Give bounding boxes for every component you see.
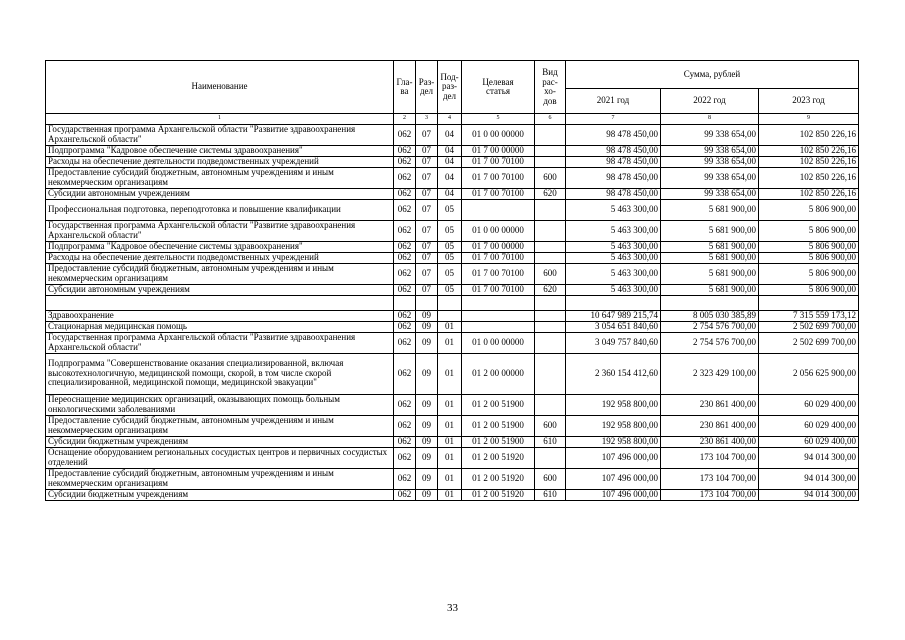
cell-podrazdel: 01 (438, 321, 462, 332)
cell-sum-2022: 99 338 654,00 (661, 188, 759, 199)
cell-name (46, 295, 394, 310)
cell-name: Субсидии автономным учреждениям (46, 284, 394, 295)
cell-glava: 062 (394, 489, 416, 500)
header-year-2022: 2022 год (661, 89, 759, 114)
cell-sum-2021: 3 049 757 840,60 (566, 332, 661, 353)
cell-target-article: 01 2 00 51900 (462, 394, 535, 415)
cell-glava (394, 295, 416, 310)
table-row (46, 332, 859, 353)
cell-expense-type (535, 156, 566, 167)
cell-expense-type (535, 394, 566, 415)
cell-podrazdel: 05 (438, 284, 462, 295)
cell-name: Здравоохранение (46, 310, 394, 321)
cell-sum-2022 (661, 295, 759, 310)
cell-razdel (416, 295, 438, 310)
cell-sum-2023: 2 056 625 900,00 (759, 353, 859, 394)
cell-glava: 062 (394, 188, 416, 199)
table-row (46, 199, 859, 220)
cell-expense-type (535, 124, 566, 145)
header-sum: Сумма, рублей (566, 61, 859, 89)
cell-sum-2022: 230 861 400,00 (661, 394, 759, 415)
cell-target-article: 01 7 00 70100 (462, 188, 535, 199)
cell-target-article: 01 2 00 51900 (462, 415, 535, 436)
cell-sum-2023: 5 806 900,00 (759, 252, 859, 263)
cell-target-article: 01 7 00 00000 (462, 241, 535, 252)
cell-podrazdel: 05 (438, 220, 462, 241)
cell-podrazdel (438, 295, 462, 310)
header-name: Наименование (46, 61, 394, 114)
cell-expense-type (535, 252, 566, 263)
table-row (46, 156, 859, 167)
cell-podrazdel: 04 (438, 145, 462, 156)
cell-razdel: 09 (416, 332, 438, 353)
cell-target-article: 01 7 00 70100 (462, 263, 535, 284)
cell-name: Расходы на обеспечение деятельности подведомственных учреждений (46, 252, 394, 263)
column-number: 8 (661, 114, 759, 125)
cell-sum-2021: 5 463 300,00 (566, 263, 661, 284)
cell-sum-2023: 94 014 300,00 (759, 447, 859, 468)
cell-sum-2022: 173 104 700,00 (661, 468, 759, 489)
cell-name: Субсидии автономным учреждениям (46, 188, 394, 199)
cell-podrazdel: 04 (438, 124, 462, 145)
table-row (46, 252, 859, 263)
cell-expense-type (535, 332, 566, 353)
cell-glava: 062 (394, 220, 416, 241)
cell-sum-2021: 10 647 989 215,74 (566, 310, 661, 321)
cell-razdel: 09 (416, 489, 438, 500)
cell-glava: 062 (394, 353, 416, 394)
cell-sum-2023: 60 029 400,00 (759, 394, 859, 415)
cell-glava: 062 (394, 447, 416, 468)
header-podrazdel: Под- раз- дел (438, 61, 462, 114)
cell-name: Государственная программа Архангельской области "Развитие здравоохранения Архангельской области" (46, 332, 394, 353)
cell-sum-2023 (759, 295, 859, 310)
cell-sum-2022: 5 681 900,00 (661, 284, 759, 295)
cell-target-article: 01 2 00 51920 (462, 468, 535, 489)
cell-target-article (462, 199, 535, 220)
cell-glava: 062 (394, 156, 416, 167)
cell-sum-2023: 102 850 226,16 (759, 156, 859, 167)
column-number: 5 (462, 114, 535, 125)
cell-target-article (462, 310, 535, 321)
cell-name: Переоснащение медицинских организаций, оказывающих помощь больным онкологическими заболеваниями (46, 394, 394, 415)
cell-name: Подпрограмма "Кадровое обеспечение системы здравоохранения" (46, 145, 394, 156)
cell-sum-2021: 3 054 651 840,60 (566, 321, 661, 332)
header-year-2021: 2021 год (566, 89, 661, 114)
cell-sum-2023: 7 315 559 173,12 (759, 310, 859, 321)
cell-sum-2021: 5 463 300,00 (566, 220, 661, 241)
cell-sum-2021 (566, 295, 661, 310)
cell-glava: 062 (394, 394, 416, 415)
cell-sum-2023: 5 806 900,00 (759, 241, 859, 252)
cell-sum-2023: 60 029 400,00 (759, 415, 859, 436)
cell-sum-2022: 2 754 576 700,00 (661, 321, 759, 332)
cell-sum-2023: 102 850 226,16 (759, 124, 859, 145)
cell-podrazdel: 05 (438, 241, 462, 252)
cell-glava: 062 (394, 415, 416, 436)
table-row (46, 124, 859, 145)
cell-razdel: 07 (416, 220, 438, 241)
cell-podrazdel: 01 (438, 415, 462, 436)
cell-sum-2023: 94 014 300,00 (759, 468, 859, 489)
cell-target-article: 01 2 00 51900 (462, 436, 535, 447)
cell-sum-2021: 192 958 800,00 (566, 415, 661, 436)
cell-podrazdel: 05 (438, 263, 462, 284)
cell-sum-2023: 2 502 699 700,00 (759, 332, 859, 353)
cell-podrazdel: 05 (438, 252, 462, 263)
cell-target-article: 01 7 00 70100 (462, 156, 535, 167)
column-number: 6 (535, 114, 566, 125)
cell-name: Государственная программа Архангельской области "Развитие здравоохранения Архангельской области" (46, 124, 394, 145)
cell-name: Предоставление субсидий бюджетным, автономным учреждениям и иным некоммерческим организациям (46, 263, 394, 284)
cell-sum-2021: 5 463 300,00 (566, 284, 661, 295)
cell-expense-type (535, 310, 566, 321)
cell-sum-2022: 230 861 400,00 (661, 436, 759, 447)
cell-target-article (462, 321, 535, 332)
cell-sum-2022: 5 681 900,00 (661, 252, 759, 263)
cell-sum-2022: 99 338 654,00 (661, 156, 759, 167)
cell-razdel: 07 (416, 252, 438, 263)
cell-sum-2023: 5 806 900,00 (759, 284, 859, 295)
cell-expense-type: 610 (535, 489, 566, 500)
cell-target-article: 01 7 00 70100 (462, 284, 535, 295)
cell-razdel: 07 (416, 167, 438, 188)
cell-glava: 062 (394, 310, 416, 321)
column-number: 1 (46, 114, 394, 125)
cell-sum-2023: 102 850 226,16 (759, 188, 859, 199)
cell-podrazdel: 01 (438, 447, 462, 468)
cell-target-article: 01 0 00 00000 (462, 124, 535, 145)
cell-target-article: 01 7 00 70100 (462, 252, 535, 263)
column-number: 9 (759, 114, 859, 125)
cell-podrazdel: 04 (438, 156, 462, 167)
column-number: 3 (416, 114, 438, 125)
table-row (46, 220, 859, 241)
cell-glava: 062 (394, 436, 416, 447)
cell-expense-type (535, 353, 566, 394)
table-row (46, 321, 859, 332)
cell-sum-2022: 99 338 654,00 (661, 145, 759, 156)
cell-podrazdel: 01 (438, 353, 462, 394)
table-row (46, 241, 859, 252)
cell-expense-type (535, 220, 566, 241)
cell-sum-2023: 102 850 226,16 (759, 145, 859, 156)
cell-glava: 062 (394, 284, 416, 295)
cell-name: Оснащение оборудованием региональных сосудистых центров и первичных сосудистых отделений (46, 447, 394, 468)
cell-razdel: 09 (416, 321, 438, 332)
cell-sum-2023: 2 502 699 700,00 (759, 321, 859, 332)
cell-sum-2022: 8 005 030 385,89 (661, 310, 759, 321)
cell-name: Предоставление субсидий бюджетным, автономным учреждениям и иным некоммерческим организациям (46, 468, 394, 489)
cell-expense-type (535, 199, 566, 220)
cell-glava: 062 (394, 263, 416, 284)
cell-target-article: 01 2 00 51920 (462, 447, 535, 468)
header-razdel: Раз- дел (416, 61, 438, 114)
cell-expense-type: 620 (535, 188, 566, 199)
cell-sum-2021: 5 463 300,00 (566, 241, 661, 252)
cell-razdel: 09 (416, 353, 438, 394)
cell-sum-2021: 98 478 450,00 (566, 124, 661, 145)
cell-glava: 062 (394, 124, 416, 145)
cell-podrazdel: 01 (438, 394, 462, 415)
cell-sum-2022: 99 338 654,00 (661, 124, 759, 145)
cell-razdel: 07 (416, 124, 438, 145)
cell-sum-2021: 5 463 300,00 (566, 199, 661, 220)
table-row (46, 188, 859, 199)
cell-expense-type: 600 (535, 167, 566, 188)
column-number: 4 (438, 114, 462, 125)
cell-razdel: 09 (416, 436, 438, 447)
cell-razdel: 09 (416, 415, 438, 436)
cell-sum-2023: 94 014 300,00 (759, 489, 859, 500)
table-row (46, 263, 859, 284)
cell-sum-2021: 107 496 000,00 (566, 489, 661, 500)
cell-target-article: 01 7 00 70100 (462, 167, 535, 188)
cell-sum-2022: 173 104 700,00 (661, 489, 759, 500)
cell-sum-2021: 5 463 300,00 (566, 252, 661, 263)
cell-name: Профессиональная подготовка, переподготовка и повышение квалификации (46, 199, 394, 220)
cell-sum-2022: 230 861 400,00 (661, 415, 759, 436)
cell-sum-2023: 5 806 900,00 (759, 199, 859, 220)
column-number: 2 (394, 114, 416, 125)
cell-razdel: 07 (416, 188, 438, 199)
cell-target-article: 01 0 00 00000 (462, 332, 535, 353)
cell-razdel: 07 (416, 156, 438, 167)
cell-sum-2021: 192 958 800,00 (566, 394, 661, 415)
cell-glava: 062 (394, 241, 416, 252)
cell-sum-2021: 107 496 000,00 (566, 447, 661, 468)
cell-sum-2022: 2 754 576 700,00 (661, 332, 759, 353)
table-row (46, 394, 859, 415)
cell-expense-type: 600 (535, 415, 566, 436)
cell-sum-2023: 102 850 226,16 (759, 167, 859, 188)
cell-sum-2023: 5 806 900,00 (759, 220, 859, 241)
cell-name: Предоставление субсидий бюджетным, автономным учреждениям и иным некоммерческим организациям (46, 415, 394, 436)
cell-glava: 062 (394, 468, 416, 489)
cell-expense-type (535, 295, 566, 310)
column-number-row (46, 114, 859, 125)
table-row (46, 436, 859, 447)
table-row (46, 468, 859, 489)
cell-name: Подпрограмма "Кадровое обеспечение системы здравоохранения" (46, 241, 394, 252)
cell-name: Государственная программа Архангельской области "Развитие здравоохранения Архангельской области" (46, 220, 394, 241)
cell-razdel: 07 (416, 145, 438, 156)
table-row (46, 167, 859, 188)
cell-glava: 062 (394, 167, 416, 188)
header-expense-type: Вид рас- хо- дов (535, 61, 566, 114)
cell-name: Расходы на обеспечение деятельности подведомственных учреждений (46, 156, 394, 167)
cell-sum-2022: 5 681 900,00 (661, 263, 759, 284)
cell-podrazdel (438, 310, 462, 321)
cell-sum-2021: 98 478 450,00 (566, 145, 661, 156)
cell-podrazdel: 01 (438, 489, 462, 500)
cell-sum-2021: 192 958 800,00 (566, 436, 661, 447)
cell-target-article (462, 295, 535, 310)
cell-expense-type (535, 145, 566, 156)
cell-podrazdel: 04 (438, 188, 462, 199)
cell-sum-2021: 2 360 154 412,60 (566, 353, 661, 394)
header-year-2023: 2023 год (759, 89, 859, 114)
cell-target-article: 01 2 00 51920 (462, 489, 535, 500)
cell-sum-2021: 107 496 000,00 (566, 468, 661, 489)
cell-sum-2022: 5 681 900,00 (661, 199, 759, 220)
cell-sum-2023: 60 029 400,00 (759, 436, 859, 447)
cell-target-article: 01 0 00 00000 (462, 220, 535, 241)
table-row (46, 447, 859, 468)
cell-glava: 062 (394, 199, 416, 220)
table-row (46, 310, 859, 321)
cell-name: Субсидии бюджетным учреждениям (46, 436, 394, 447)
table-row (46, 145, 859, 156)
cell-sum-2022: 2 323 429 100,00 (661, 353, 759, 394)
table-body (46, 124, 859, 500)
cell-expense-type (535, 447, 566, 468)
header-glava: Гла- ва (394, 61, 416, 114)
cell-podrazdel: 01 (438, 332, 462, 353)
cell-razdel: 07 (416, 263, 438, 284)
cell-sum-2022: 5 681 900,00 (661, 241, 759, 252)
cell-sum-2022: 99 338 654,00 (661, 167, 759, 188)
cell-podrazdel: 04 (438, 167, 462, 188)
header-target-article: Целевая статья (462, 61, 535, 114)
table-row (46, 353, 859, 394)
cell-expense-type: 620 (535, 284, 566, 295)
cell-name: Стационарная медицинская помощь (46, 321, 394, 332)
cell-razdel: 09 (416, 468, 438, 489)
cell-razdel: 09 (416, 394, 438, 415)
cell-expense-type: 600 (535, 263, 566, 284)
cell-expense-type (535, 241, 566, 252)
cell-razdel: 07 (416, 284, 438, 295)
cell-podrazdel: 01 (438, 436, 462, 447)
page-number: 33 (447, 602, 458, 614)
cell-expense-type: 600 (535, 468, 566, 489)
cell-name: Предоставление субсидий бюджетным, автономным учреждениям и иным некоммерческим организациям (46, 167, 394, 188)
cell-podrazdel: 05 (438, 199, 462, 220)
table-row (46, 489, 859, 500)
cell-target-article: 01 2 00 00000 (462, 353, 535, 394)
table-row (46, 415, 859, 436)
cell-expense-type: 610 (535, 436, 566, 447)
cell-sum-2022: 173 104 700,00 (661, 447, 759, 468)
cell-target-article: 01 7 00 00000 (462, 145, 535, 156)
cell-sum-2022: 5 681 900,00 (661, 220, 759, 241)
cell-razdel: 07 (416, 241, 438, 252)
cell-sum-2021: 98 478 450,00 (566, 188, 661, 199)
cell-glava: 062 (394, 145, 416, 156)
cell-name: Субсидии бюджетным учреждениям (46, 489, 394, 500)
cell-podrazdel: 01 (438, 468, 462, 489)
table-row (46, 295, 859, 310)
cell-sum-2023: 5 806 900,00 (759, 263, 859, 284)
cell-glava: 062 (394, 321, 416, 332)
cell-razdel: 07 (416, 199, 438, 220)
cell-name: Подпрограмма "Совершенствование оказания специализированной, включая высокотехнологичную, медицинской помощи, скорой, в том числе скорой специализированной, медицинской помощи, медицинской эвакуации" (46, 353, 394, 394)
cell-glava: 062 (394, 252, 416, 263)
cell-razdel: 09 (416, 447, 438, 468)
cell-sum-2021: 98 478 450,00 (566, 156, 661, 167)
table-row (46, 284, 859, 295)
cell-expense-type (535, 321, 566, 332)
cell-sum-2021: 98 478 450,00 (566, 167, 661, 188)
column-number: 7 (566, 114, 661, 125)
cell-glava: 062 (394, 332, 416, 353)
budget-table (45, 60, 859, 501)
cell-razdel: 09 (416, 310, 438, 321)
